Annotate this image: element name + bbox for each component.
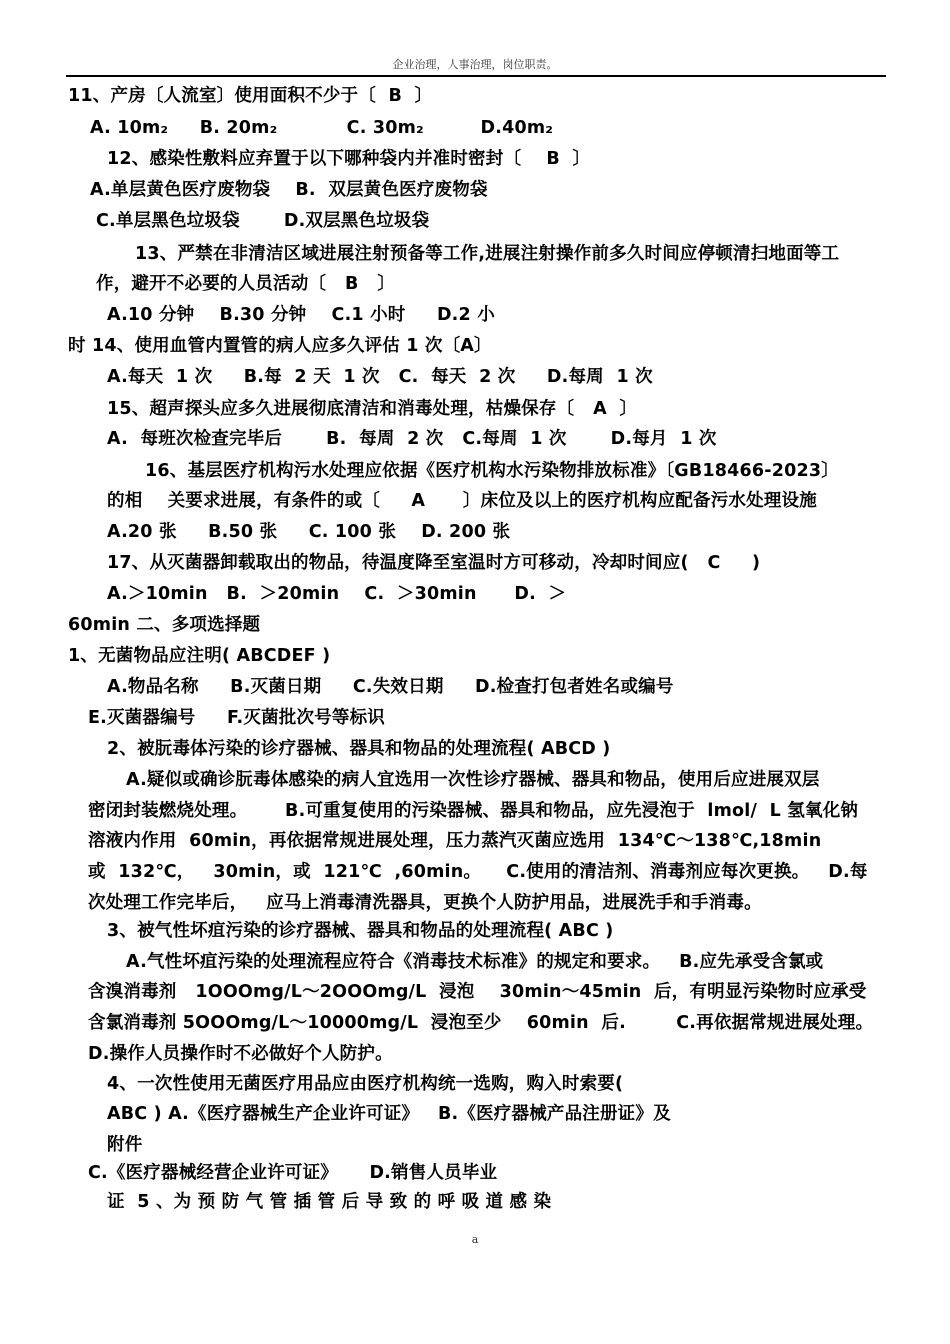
question-17: 17、从灭菌器卸载取出的物品，待温度降至室温时方可移动，冷却时间应( C ) (107, 553, 761, 573)
question-12: 12、感染性敷料应弃置于以下哪种袋内并准时密封〔 B 〕 (107, 149, 591, 169)
multi-question-5: 证 5 、为 预 防 气 管 插 管 后 导 致 的 呼 吸 道 感 染 (107, 1192, 552, 1212)
multi-answer-4-line-3: C.《医疗器械经营企业许可证》 D.销售人员毕业 (88, 1163, 498, 1183)
multi-question-2: 2、被朊毒体污染的诊疗器械、器具和物品的处理流程( ABCD ) (107, 739, 611, 759)
options-16: A.20 张 B.50 张 C. 100 张 D. 200 张 (107, 522, 511, 542)
multi-answer-4-line-2: 附件 (107, 1135, 143, 1155)
options-11: A. 10m₂ B. 20m₂ C. 30m₂ D.40m₂ (90, 118, 554, 138)
multi-answer-3-line-1: A.气性坏疽污染的处理流程应符合《消毒技术标准》的规定和要求。 B.应先承受含氯或 (126, 952, 824, 972)
multi-answer-3-line-4: D.操作人员操作时不必做好个人防护。 (88, 1044, 393, 1064)
multi-answer-2-line-4: 或 132℃， 30min，或 121℃ ,60min。 C.使用的清洁剂、消毒剂应每次更换。 D.每 (88, 862, 868, 882)
header-rule (66, 75, 886, 77)
page-header: 企业治理，人事治理，岗位职责。 (392, 58, 558, 71)
options-13: A.10 分钟 B.30 分钟 C.1 小时 D.2 小 (107, 305, 495, 325)
multi-answer-2-line-1: A.疑似或确诊朊毒体感染的病人宜选用一次性诊疗器械、器具和物品，使用后应进展双层 (126, 770, 820, 790)
multi-question-4: 4、一次性使用无菌医疗用品应由医疗机构统一选购，购入时索要( (107, 1074, 624, 1094)
options-17: A.＞10min B. ＞20min C. ＞30min D. ＞ (107, 584, 567, 604)
question-13: 13、严禁在非清洁区域进展注射预备等工作,进展注射操作前多久时间应停顿清扫地面等工 (135, 244, 840, 264)
multi-answer-2-line-2: 密闭封装燃烧处理。 B.可重复使用的污染器械、器具和物品，应先浸泡于 lmol/ L 氢氧化钠 (88, 801, 859, 821)
page-footer: a (471, 1233, 479, 1246)
options-12-ab: A.单层黄色医疗废物袋 B. 双层黄色医疗废物袋 (90, 180, 488, 200)
question-16: 16、基层医疗机构污水处理应依据《医疗机构水污染物排放标准》〔GB18466-2023〕 (145, 461, 839, 481)
multi-answer-4-line-1: ABC ) A.《医疗器械生产企业许可证》 B.《医疗器械产品注册证》及 (107, 1104, 671, 1124)
section-multi-choice: 60min 二、多项选择题 (68, 615, 261, 635)
question-11: 11、产房〔人流室〕使用面积不少于〔 B 〕 (68, 86, 433, 106)
question-13-cont: 作，避开不必要的人员活动〔 B 〕 (96, 274, 396, 294)
multi-options-1-a: A.物品名称 B.灭菌日期 C.失效日期 D.检查打包者姓名或编号 (107, 677, 674, 697)
multi-question-1: 1、无菌物品应注明( ABCDEF ) (68, 646, 331, 666)
question-15: 15、超声探头应多久进展彻底清洁和消毒处理，枯燥保存〔 A 〕 (107, 399, 638, 419)
question-16-cont: 的相 关要求进展，有条件的或〔 A 〕床位及以上的医疗机构应配备污水处理设施 (107, 491, 817, 511)
multi-answer-2-line-5: 次处理工作完毕后， 应马上消毒清洗器具，更换个人防护用品，进展洗手和手消毒。 (88, 893, 762, 913)
multi-answer-3-line-3: 含氯消毒剂 5OOOmg/L～10000mg/L 浸泡至少 60min 后. C.再依据常规进展处理。 (88, 1013, 874, 1033)
multi-options-1-b: E.灭菌器编号 F.灭菌批次号等标识 (88, 708, 385, 728)
multi-question-3: 3、被气性坏疽污染的诊疗器械、器具和物品的处理流程( ABC ) (107, 921, 614, 941)
multi-answer-3-line-2: 含溴消毒剂 1OOOmg/L～2OOOmg/L 浸泡 30min～45min 后，有明显污染物时应承受 (88, 982, 867, 1002)
options-12-cd: C.单层黑色垃圾袋 D.双层黑色垃圾袋 (96, 211, 430, 231)
multi-answer-2-line-3: 溶液内作用 60min，再依据常规进展处理，压力蒸汽灭菌应选用 134℃～138℃,18min (88, 831, 822, 851)
options-14: A.每天 1 次 B.每 2 天 1 次 C. 每天 2 次 D.每周 1 次 (107, 367, 653, 387)
options-15: A. 每班次检查完毕后 B. 每周 2 次 C.每周 1 次 D.每月 1 次 (107, 429, 717, 449)
question-14: 时 14、使用血管内置管的病人应多久评估 1 次〔A〕 (68, 336, 492, 356)
